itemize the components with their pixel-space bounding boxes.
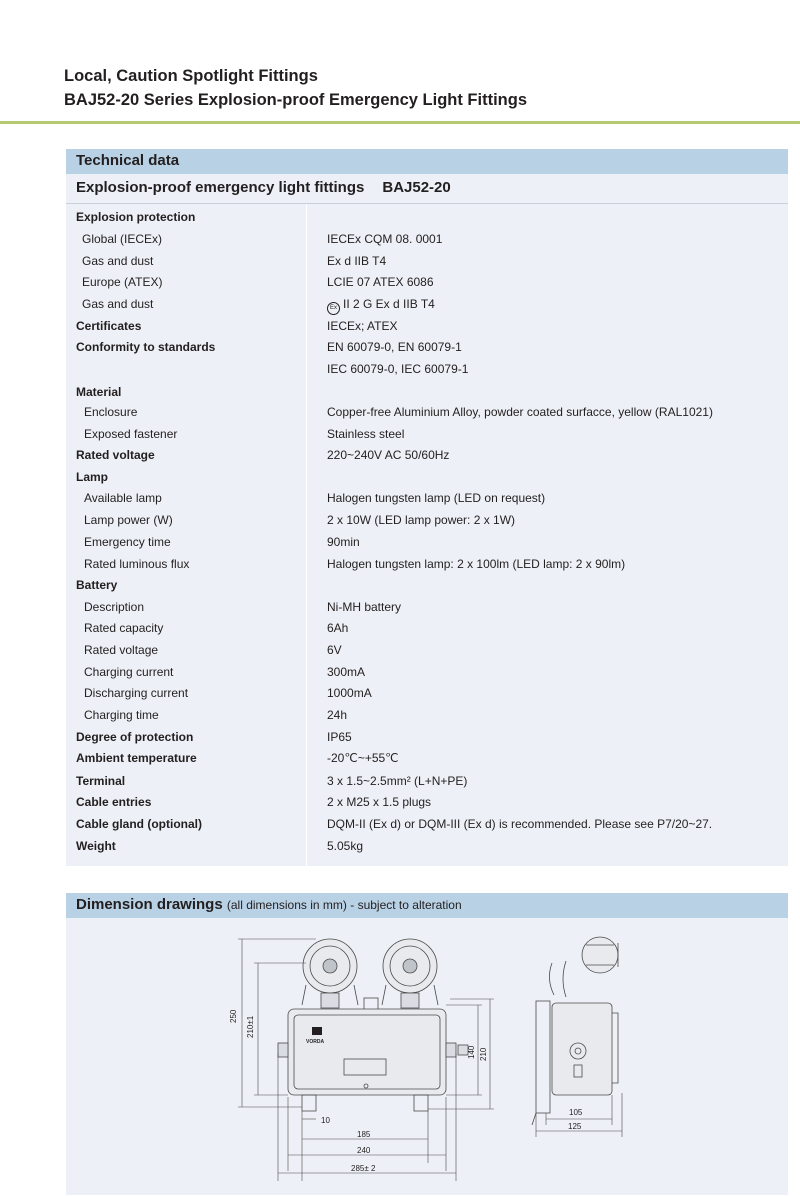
spec-row: [66, 837, 788, 857]
spec-row: [66, 317, 788, 337]
label-side-105: 105: [569, 1108, 583, 1117]
spec-row: [66, 772, 788, 792]
spec-value: Ex d IIB T4: [327, 254, 387, 268]
spec-row: [66, 273, 788, 293]
spec-row: [66, 619, 788, 639]
label-width-185: 185: [357, 1130, 371, 1139]
spec-value: Halogen tungsten lamp: 2 x 100lm (LED lamp: 2 x 90lm): [327, 557, 626, 571]
spec-row: [66, 793, 788, 813]
spec-row: [66, 598, 788, 618]
spec-value: 220~240V AC 50/60Hz: [327, 448, 450, 462]
label-height-210: 210: [479, 1047, 488, 1061]
spec-label: Charging current: [84, 665, 174, 679]
header-line-2: BAJ52-20 Series Explosion-proof Emergency Light Fittings: [64, 91, 528, 109]
ex-mark-icon: Ex: [327, 302, 340, 315]
label-height-140: 140: [467, 1045, 476, 1059]
spec-value: LCIE 07 ATEX 6086: [327, 275, 434, 289]
spec-label: Europe (ATEX): [82, 275, 163, 289]
label-width-240: 240: [357, 1146, 371, 1155]
enclosure-body: [288, 1009, 446, 1095]
spec-label: Rated luminous flux: [84, 557, 190, 571]
spec-row: [66, 663, 788, 683]
spec-value: 5.05kg: [327, 839, 364, 853]
spec-label: Charging time: [84, 708, 159, 722]
spec-value: 2 x M25 x 1.5 plugs: [327, 795, 432, 809]
brand-logo-mark: [312, 1027, 322, 1035]
spec-label: Ambient temperature: [76, 751, 197, 765]
spec-value: Copper-free Aluminium Alloy, powder coated surfacce, yellow (RAL1021): [327, 405, 713, 419]
spec-value: Ni-MH battery: [327, 600, 402, 614]
side-enclosure: [552, 1003, 612, 1095]
label-width-285: 285± 2: [351, 1164, 376, 1173]
technical-data-header: [66, 149, 788, 174]
spec-row: [66, 533, 788, 553]
spec-row: [66, 383, 788, 403]
spec-label: Emergency time: [84, 535, 171, 549]
spec-value: IP65: [327, 730, 352, 744]
spec-row: [66, 815, 788, 835]
spec-value: EN 60079-0, EN 60079-1: [327, 340, 462, 354]
spec-row: [66, 403, 788, 423]
spec-label: Gas and dust: [82, 254, 154, 268]
spec-label: Cable gland (optional): [76, 817, 202, 831]
brand-logo: VORDA: [306, 1039, 325, 1045]
spec-label: Rated voltage: [76, 448, 155, 462]
spec-row: [66, 511, 788, 531]
spec-row: [66, 576, 788, 596]
spec-row: [66, 425, 788, 445]
spec-label: Enclosure: [84, 405, 138, 419]
spec-value: IECEx; ATEX: [327, 319, 398, 333]
dimension-drawings-panel: [66, 893, 788, 1195]
spec-value: 6V: [327, 643, 342, 657]
spec-value: 24h: [327, 708, 348, 722]
spec-label: Global (IECEx): [82, 232, 163, 246]
spec-row: [66, 295, 788, 315]
label-height-210-tolerance: 210±1: [246, 1015, 255, 1038]
label-width-10: 10: [321, 1116, 330, 1125]
spec-row: [66, 468, 788, 488]
spec-row: [66, 338, 788, 358]
side-lamp-head: [582, 937, 618, 973]
product-model: BAJ52-20: [382, 179, 451, 196]
spec-label: Conformity to standards: [76, 340, 216, 354]
spec-label: Exposed fastener: [84, 427, 178, 441]
spec-row: [66, 684, 788, 704]
spec-row: [66, 641, 788, 661]
spec-label: Rated capacity: [84, 621, 164, 635]
spec-value: 3 x 1.5~2.5mm² (L+N+PE): [327, 774, 468, 788]
spec-row: [66, 230, 788, 250]
spec-value-text: II 2 G Ex d IIB T4: [343, 297, 435, 311]
spec-label: Explosion protection: [76, 210, 196, 224]
spec-label: Weight: [76, 839, 116, 853]
spec-value: Stainless steel: [327, 427, 405, 441]
spec-label: Cable entries: [76, 795, 152, 809]
spec-value: -20℃~+55℃: [327, 751, 399, 765]
header-rule: [0, 121, 800, 124]
spec-label: Material: [76, 385, 122, 399]
spec-row: [66, 749, 788, 769]
spec-label: Description: [84, 600, 145, 614]
spec-value: [327, 297, 435, 315]
spec-value: 90min: [327, 535, 360, 549]
dimension-note: (all dimensions in mm) - subject to alteration: [226, 898, 462, 912]
spec-row: [66, 706, 788, 726]
label-height-250: 250: [229, 1009, 238, 1023]
spec-value: IEC 60079-0, IEC 60079-1: [327, 362, 469, 376]
page-header: [64, 64, 527, 112]
spec-value: 1000mA: [327, 686, 372, 700]
spec-label: Rated voltage: [84, 643, 159, 657]
spec-value: IECEx CQM 08. 0001: [327, 232, 443, 246]
label-side-125: 125: [568, 1122, 582, 1131]
spec-value: 2 x 10W (LED lamp power: 2 x 1W): [327, 513, 516, 527]
spec-label: Degree of protection: [76, 730, 194, 744]
product-name: Explosion-proof emergency light fittings: [76, 179, 365, 196]
subtitle-divider: [66, 203, 788, 204]
spec-label: Available lamp: [84, 491, 162, 505]
spec-label: Terminal: [76, 774, 126, 788]
spec-row: [66, 489, 788, 509]
dimension-title-text: Dimension drawings: [76, 896, 223, 913]
spec-row: [66, 728, 788, 748]
spec-value: Halogen tungsten lamp (LED on request): [327, 491, 546, 505]
product-subtitle: [76, 179, 451, 196]
spec-value: 300mA: [327, 665, 366, 679]
spec-label: Lamp power (W): [84, 513, 173, 527]
spec-label: Gas and dust: [82, 297, 154, 311]
spec-value: 6Ah: [327, 621, 349, 635]
spec-label: Discharging current: [84, 686, 189, 700]
header-line-1: Local, Caution Spotlight Fittings: [64, 67, 318, 85]
technical-data-panel: [66, 149, 788, 866]
spec-label: Certificates: [76, 319, 142, 333]
spec-row: [66, 555, 788, 575]
spec-row: [66, 446, 788, 466]
spec-label: Battery: [76, 578, 118, 592]
spec-row: [66, 252, 788, 272]
spec-row: [66, 360, 788, 380]
dimension-drawing: [66, 893, 788, 1195]
spec-row: [66, 208, 788, 228]
technical-data-title: Technical data: [76, 152, 180, 169]
spec-value: DQM-II (Ex d) or DQM-III (Ex d) is recommended. Please see P7/20~27.: [327, 817, 713, 831]
spec-label: Lamp: [76, 470, 109, 484]
